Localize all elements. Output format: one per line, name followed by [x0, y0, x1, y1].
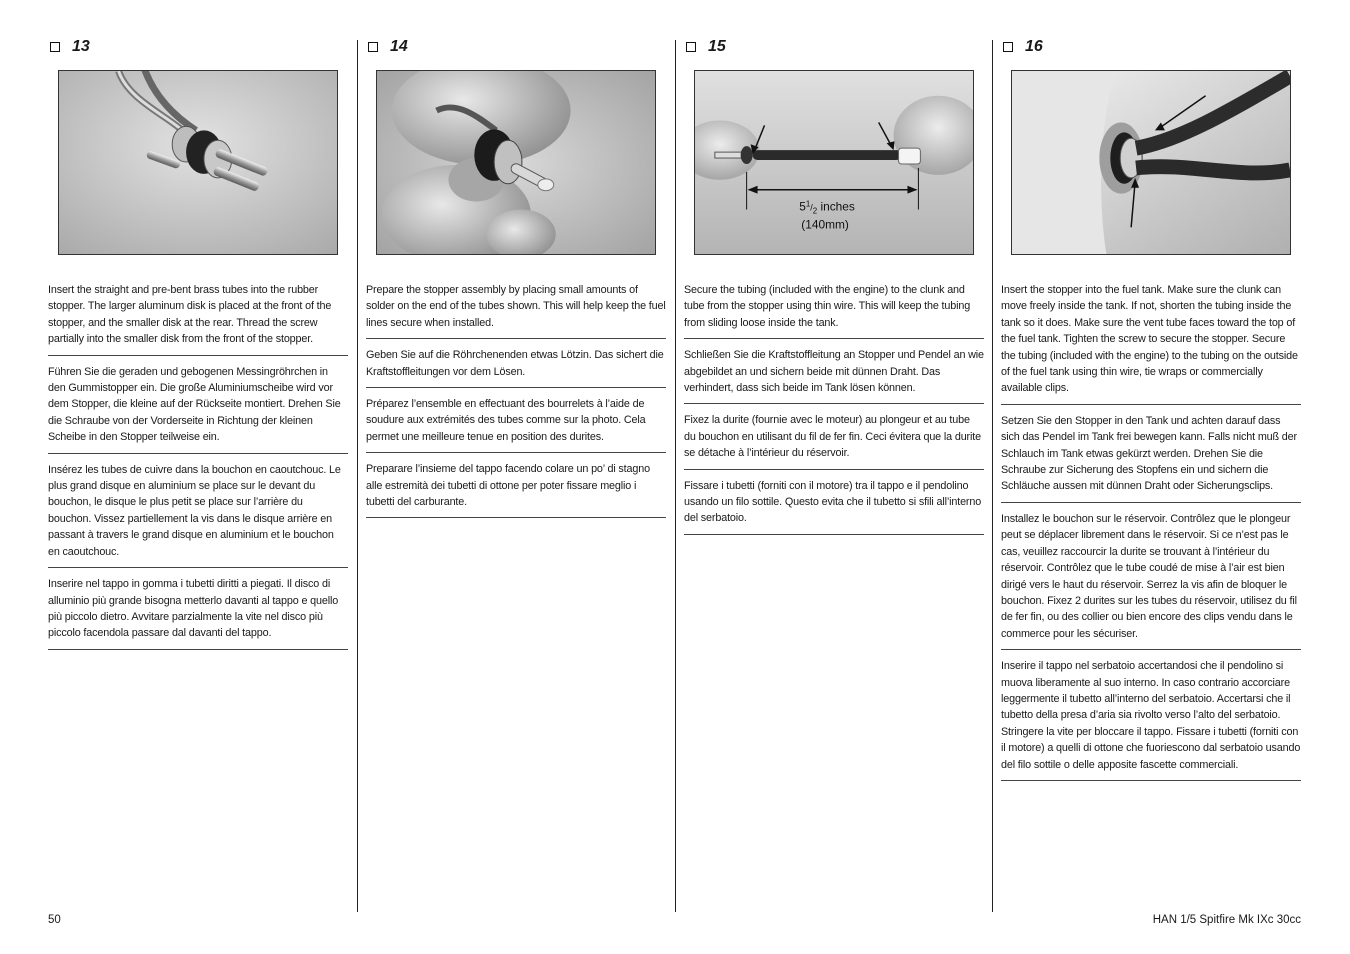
column-divider [357, 40, 358, 912]
text-fr: Fixez la durite (fournie avec le moteur) au plongeur et au tube du bouchon en utilisant du fil de fer fin. Ceci évitera que la durite se détache à l’intérieur du réservoir. [684, 412, 984, 469]
step-14-column [366, 36, 666, 509]
step-13-column [48, 36, 348, 640]
text-en: Insert the stopper into the fuel tank. Make sure the clunk can move freely inside the tank. If not, shorten the tubing inside the tank so it does. Make sure the vent tube faces toward the top of the fuel tank. Tighten the screw to secure the stopper. Secure the tubing (included with the engine) to the tubing on the outside of the fuel tank using thin wire, tie wraps or commercially available clips. [1001, 282, 1301, 405]
text-en: Insert the straight and pre-bent brass tubes into the rubber stopper. The larger aluminum disk is placed at the front of the stopper, and the smaller disk at the rear. Thread the screw partially into the smaller disk from the front of the stopper. [48, 282, 348, 356]
photo-label-whole: 5 [799, 199, 806, 214]
text-de: Geben Sie auf die Röhrchenenden etwas Lötzin. Das sichert die Kraftstoffleitungen vor dem Lösen. [366, 347, 666, 388]
step-15-column [684, 36, 984, 525]
page-number: 50 [48, 914, 61, 926]
step-13-photo [58, 70, 338, 255]
step-16-header [1001, 36, 1301, 58]
checkbox-icon[interactable] [368, 42, 378, 52]
column-divider [675, 40, 676, 912]
checkbox-icon[interactable] [686, 42, 696, 52]
step-number: 14 [390, 38, 408, 55]
text-fr: Installez le bouchon sur le réservoir. Contrôlez que le plongeur peut se déplacer librement dans le réservoir. Si ce n’est pas le cas, veuillez raccourcir la durite se trouvant à l’intérieur du réservoir. Contrôlez que le tube coudé de mise à l’air est bien dirigé vers le haut du réservoir. Serrez la vis afin de bloquer le bouchon. Fixez 2 durites sur les tubes du réservoir, utilisez du fil de fer fin, ou des collier ou bien encore des clips vendu dans le commerce pour les sécuriser. [1001, 511, 1301, 650]
step-number: 13 [72, 38, 90, 55]
text-fr: Préparez l’ensemble en effectuant des bourrelets à l’aide de soudure aux extrémités des tubes comme sur la photo. Cela permet une meilleure tenue en position des durites. [366, 396, 666, 453]
step-16-column [1001, 36, 1301, 771]
photo-label-fraction-numerator: 1 [805, 199, 811, 209]
step-15-header [684, 36, 984, 58]
step-14-header [366, 36, 666, 58]
step-14-photo [376, 70, 656, 255]
text-de: Führen Sie die geraden und gebogenen Messingröhrchen in den Gummistopper ein. Die große Aluminiumscheibe wird vor dem Stopper, die kleine auf der Rückseite montiert. Drehen Sie die Schraube von der Vorderseite in Richtung der kleinen Scheibe in den Stopper teilweise ein. [48, 364, 348, 454]
photo-label-unit: inches [817, 199, 855, 214]
text-it: Preparare l’insieme del tappo facendo colare un po’ di stagno alle estremità dei tubetti di ottone per poter fissare meglio i tubetti del carburante. [366, 461, 666, 518]
text-en: Prepare the stopper assembly by placing small amounts of solder on the end of the tubes shown. This will help keep the fuel lines secure when installed. [366, 282, 666, 339]
step-15-photo [694, 70, 974, 255]
text-de: Schließen Sie die Kraftstoffleitung an Stopper und Pendel an wie abgebildet an und sichern beide mit dünnen Draht. Das verhindert, dass sich beide im Tank lösen können. [684, 347, 984, 404]
column-divider [992, 40, 993, 912]
step-14-text [366, 282, 666, 526]
text-fr: Insérez les tubes de cuivre dans la bouchon en caoutchouc. Le plus grand disque en aluminium se place sur le devant du bouchon, le disque le plus petit se place sur l’arrière du bouchon. Vissez partiellement la vis dans le disque arrière en passant à travers le grand disque en aluminium et le bouchon en caoutchouc. [48, 462, 348, 568]
step-16-photo [1011, 70, 1291, 255]
step-number: 16 [1025, 38, 1043, 55]
step-16-text [1001, 282, 1301, 789]
document-title: HAN 1/5 Spitfire Mk IXc 30cc [1152, 914, 1301, 926]
svg-text:51/2 inches: $5^1_{/2}$ inches [799, 199, 855, 216]
photo-label-metric: (140mm) [801, 217, 849, 232]
photo-label-fraction-denominator: 2 [812, 206, 818, 216]
step-number: 15 [708, 38, 726, 55]
checkbox-icon[interactable] [1003, 42, 1013, 52]
checkbox-icon[interactable] [50, 42, 60, 52]
step-13-header [48, 36, 348, 58]
text-it: Inserire il tappo nel serbatoio accertandosi che il pendolino si muova liberamente al suo interno. In caso contrario accorciare leggermente il tubetto all’interno del serbatoio. Accertarsi che il tubetto della presa d’aria sia rivolto verso l’alto del serbatoio. Stringere la vite per bloccare il tappo. Fissare i tubetti (forniti con il motore) a quelli di ottone che fuoriescono dal serbatoio usando del filo sottile o delle apposite fascette commerciali. [1001, 658, 1301, 781]
text-it: Inserire nel tappo in gomma i tubetti diritti a piegati. Il disco di alluminio più grande bisogna metterlo davanti al tappo e quello più piccolo dietro. Avvitare parzialmente la vite nel disco più piccolo facendola passare dal davanti del tappo. [48, 576, 348, 650]
step-15-text [684, 282, 984, 543]
text-de: Setzen Sie den Stopper in den Tank und achten darauf dass sich das Pendel im Tank frei bewegen kann. Falls nicht muß der Schlauch im Tank etwas gekürzt werden. Drehen Sie die Schraube zur Sicherung des Stopfens ein und sichern die Schläuche aussen mit dünnen Draht oder Sicherungsclips. [1001, 413, 1301, 503]
text-en: Secure the tubing (included with the engine) to the clunk and tube from the stopper using thin wire. This will keep the tubing from sliding loose inside the tank. [684, 282, 984, 339]
text-it: Fissare i tubetti (forniti con il motore) tra il tappo e il pendolino usando un filo sottile. Questo evita che il tubetto si sfili all’interno del serbatoio. [684, 478, 984, 535]
step-13-text [48, 282, 348, 658]
